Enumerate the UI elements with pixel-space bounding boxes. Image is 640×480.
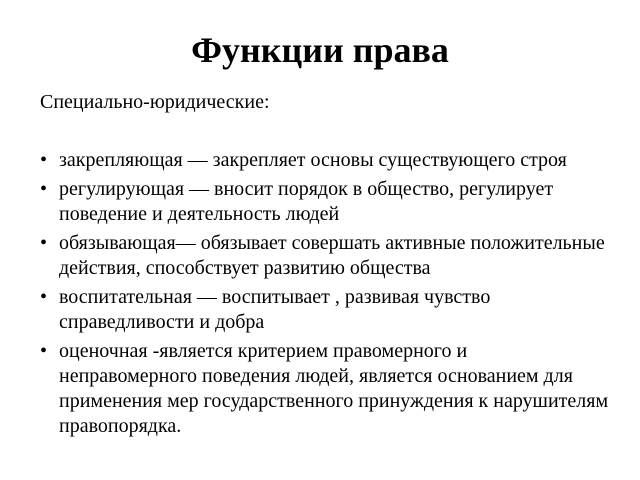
list-item-text: обязывающая— обязывает совершать активные положительные действия, способствует развитию общества (59, 232, 605, 279)
list-item-text: регулирующая — вносит порядок в общество, регулирует поведение и деятельность людей (59, 178, 554, 225)
bullet-icon: • (40, 286, 48, 308)
list-item-text: оценочная -является критерием правомерного и неправомерного поведения людей, является основанием для применения мер государственного принуждения к нарушителям правопорядка. (59, 340, 609, 437)
list-item (40, 285, 610, 335)
list-item (40, 339, 610, 439)
list-item-text: закрепляющая — закрепляет основы существующего строя (59, 149, 567, 171)
slide-subtitle: Специально-юридические: (40, 91, 270, 113)
bullet-icon: • (40, 149, 48, 171)
bullet-list (40, 148, 610, 443)
list-item-text: воспитательная — воспитывает , развивая чувство справедливости и добра (59, 286, 491, 333)
list-item (40, 231, 610, 281)
bullet-icon: • (40, 340, 48, 362)
list-item (40, 148, 610, 173)
bullet-icon: • (40, 178, 48, 200)
list-item (40, 177, 610, 227)
bullet-icon: • (40, 232, 48, 254)
slide-title: Функции права (191, 30, 449, 70)
